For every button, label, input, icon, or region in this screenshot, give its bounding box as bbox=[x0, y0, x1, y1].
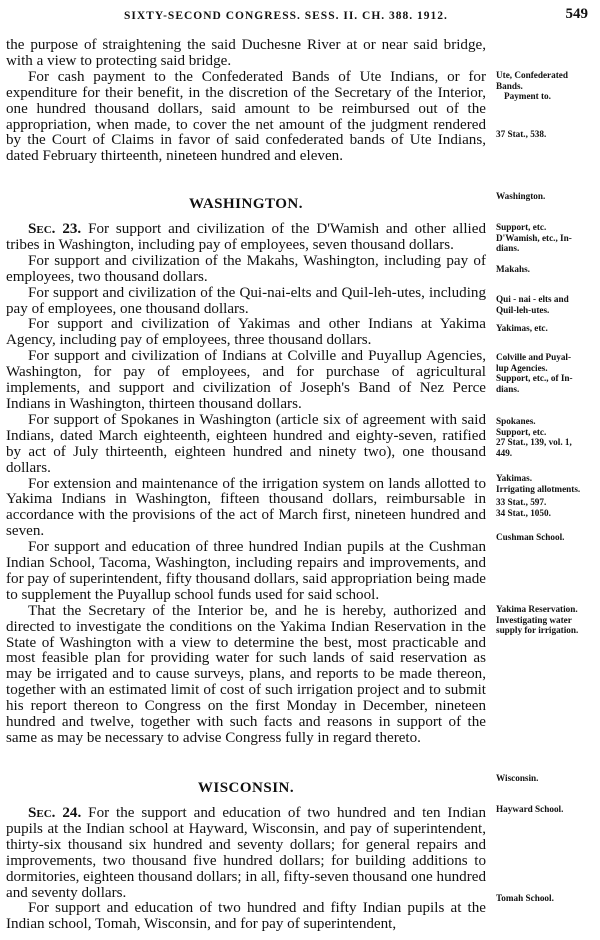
margin-note-line: Quil-leh-utes. bbox=[496, 304, 550, 315]
paragraph-hayward: For the support and education of two hundred and ten Indian pupils at the Indian school at Hayward, Wisconsin, and pay of superintendent, thirty-six thousand six hundred and seventy dollars; for general repairs and improvements, two thousand five hundred dollars; for building additions to dormitories, eighteen thousand dollars; in all, fifty-seven thousand one hundred and seventy dollars. bbox=[6, 805, 486, 901]
paragraph-spokanes: For support of Spokanes in Washington (article six of agreement with said Indians, dated March eighteenth, eighteen hundred and eighty-seven, ratified by act of July thirteenth, eighteen hundred and ninety two), one thousand dollars. bbox=[6, 411, 486, 476]
page-number: 549 bbox=[565, 6, 588, 22]
margin-note-line: 34 Stat., 1050. bbox=[496, 507, 551, 518]
margin-note-line: Irrigating allotments. bbox=[496, 483, 581, 494]
running-head: SIXTY-SECOND CONGRESS. SESS. II. CH. 388. 1912. bbox=[124, 10, 448, 22]
margin-note-line: Payment to. bbox=[504, 91, 551, 101]
margin-note-cushman: Cushman School. bbox=[496, 532, 565, 542]
paragraph-yakima-reservation: That the Secretary of the Interior be, and he is hereby, authorized and directed to investigate the conditions on the Yakima Indian Reservation in the State of Washington with a view to determine the best, most practicable and most feasible plan for providing water for such lands of said reservation as may be irrigated and to cause surveys, plans, and reports to be made thereon, together with an estimated limit of cost of such irrigation project and to submit his report thereon to Congress on the first Monday in December, nineteen hundred and twelve, together with such facts and reasons in support of the same as may be necessary to advise Congress fully in regard thereto. bbox=[6, 602, 486, 746]
margin-note-line: Spokanes. bbox=[496, 416, 536, 426]
margin-note-line: Yakimas. bbox=[496, 473, 532, 483]
margin-note-tomah: Tomah School. bbox=[496, 893, 554, 903]
paragraph-yakima-irrigation: For extension and maintenance of the irrigation system on lands allotted to Yakima Indians in Washington, fifteen thousand dollars, reimbursable in accordance with the provisions of the act of March first, nineteen hundred and seven. bbox=[6, 475, 486, 540]
margin-note-line: Colville and Puyal- bbox=[496, 352, 572, 362]
paragraph-sec-23 bbox=[6, 222, 486, 254]
margin-note-washington: Washington. bbox=[496, 191, 546, 201]
heading-washington: WASHINGTON. bbox=[188, 196, 303, 212]
paragraph-duchesne: the purpose of straightening the said Duchesne River at or near said bridge, with a view to protecting said bridge. bbox=[6, 37, 486, 69]
text-block-wisconsin bbox=[6, 806, 486, 933]
margin-note-line: Bands. bbox=[496, 80, 523, 91]
section-label: Sec. 24. bbox=[28, 805, 82, 821]
margin-note-wisconsin: Wisconsin. bbox=[496, 773, 539, 783]
margin-note-ute-stat: 37 Stat., 538. bbox=[496, 129, 547, 139]
margin-note-line: dians. bbox=[496, 383, 520, 394]
paragraph-cushman: For support and education of three hundred Indian pupils at the Cushman Indian School, Tacoma, Washington, including repairs and improvements, and for pay of superintendent, fifty thousand dollars, said appropriation being made to supplement the Puyallup school funds used for said school. bbox=[6, 539, 486, 603]
margin-note-line: D'Wamish, etc., In- bbox=[496, 232, 572, 243]
margin-note-line: Support, etc. bbox=[496, 222, 547, 232]
text-block-washington bbox=[6, 222, 486, 747]
margin-note-line: 449. bbox=[496, 447, 513, 458]
margin-note-yakima-reservation bbox=[496, 604, 596, 636]
margin-note-line: dians. bbox=[496, 243, 520, 253]
margin-note-line: Investigating water bbox=[496, 614, 572, 625]
margin-note-line: Support, etc. bbox=[496, 426, 547, 437]
paragraph-makahs: For support and civilization of the Makahs, Washington, including pay of employees, two thousand dollars. bbox=[6, 252, 486, 285]
margin-note-line: lup Agencies. bbox=[496, 362, 548, 373]
margin-note-quinaielts bbox=[496, 294, 596, 315]
margin-note-line: Support, etc., of In- bbox=[496, 373, 573, 383]
paragraph-ute-payment: For cash payment to the Confederated Bands of Ute Indians, or for expenditure for their benefit, in the discretion of the Secretary of the Interior, one hundred thousand dollars, said amount to be reimbursed out of the appropriation, when made, to cover the net amount of the judgment rendered by the Court of Claims in favor of said confederated bands of Ute Indians, dated February thirteenth, nineteen hundred and eleven. bbox=[6, 68, 486, 165]
margin-note-line: 33 Stat., 597. bbox=[496, 497, 547, 507]
paragraph-colville: For support and civilization of Indians at Colville and Puyallup Agencies, Washington, for pay of employees, and for purchase of agricultural implements, and support and civilization of Joseph's Band of Nez Perce Indians in Washington, thirteen thousand dollars. bbox=[6, 348, 486, 412]
paragraph-sec-24 bbox=[6, 806, 486, 901]
margin-note-makahs: Makahs. bbox=[496, 264, 530, 274]
margin-note-ute bbox=[496, 70, 596, 102]
margin-note-line: Ute, Confederated bbox=[496, 70, 568, 80]
margin-note-line: Qui - nai - elts and bbox=[496, 294, 569, 304]
paragraph-yakimas: For support and civilization of Yakimas and other Indians at Yakima Agency, including pay of employees, three thousand dollars. bbox=[6, 316, 486, 349]
heading-wisconsin: WISCONSIN. bbox=[197, 780, 295, 796]
margin-note-dwamish bbox=[496, 222, 596, 254]
margin-note-hayward: Hayward School. bbox=[496, 804, 564, 814]
paragraph-dwamish: For support and civilization of the D'Wamish and other allied tribes in Washington, including pay of employees, seven thousand dollars. bbox=[6, 221, 487, 253]
margin-note-colville bbox=[496, 352, 596, 394]
margin-note-line: supply for irrigation. bbox=[496, 625, 579, 635]
paragraph-tomah: For support and education of two hundred and fifty Indian pupils at the Indian school, Tomah, Wisconsin, and for pay of superintendent, bbox=[6, 900, 486, 933]
section-label: Sec. 23. bbox=[28, 221, 82, 237]
margin-note-line: Yakima Reservation. bbox=[496, 604, 578, 614]
margin-note-spokanes bbox=[496, 416, 596, 458]
margin-note-yakimas: Yakimas, etc. bbox=[496, 323, 548, 333]
margin-note-line: 27 Stat., 139, vol. 1, bbox=[496, 437, 572, 447]
text-block-ute bbox=[6, 38, 486, 165]
margin-note-yakima-irrigation bbox=[496, 473, 596, 518]
paragraph-quinaielts: For support and civilization of the Qui-nai-elts and Quil-leh-utes, including pay of employees, one thousand dollars. bbox=[6, 284, 486, 317]
